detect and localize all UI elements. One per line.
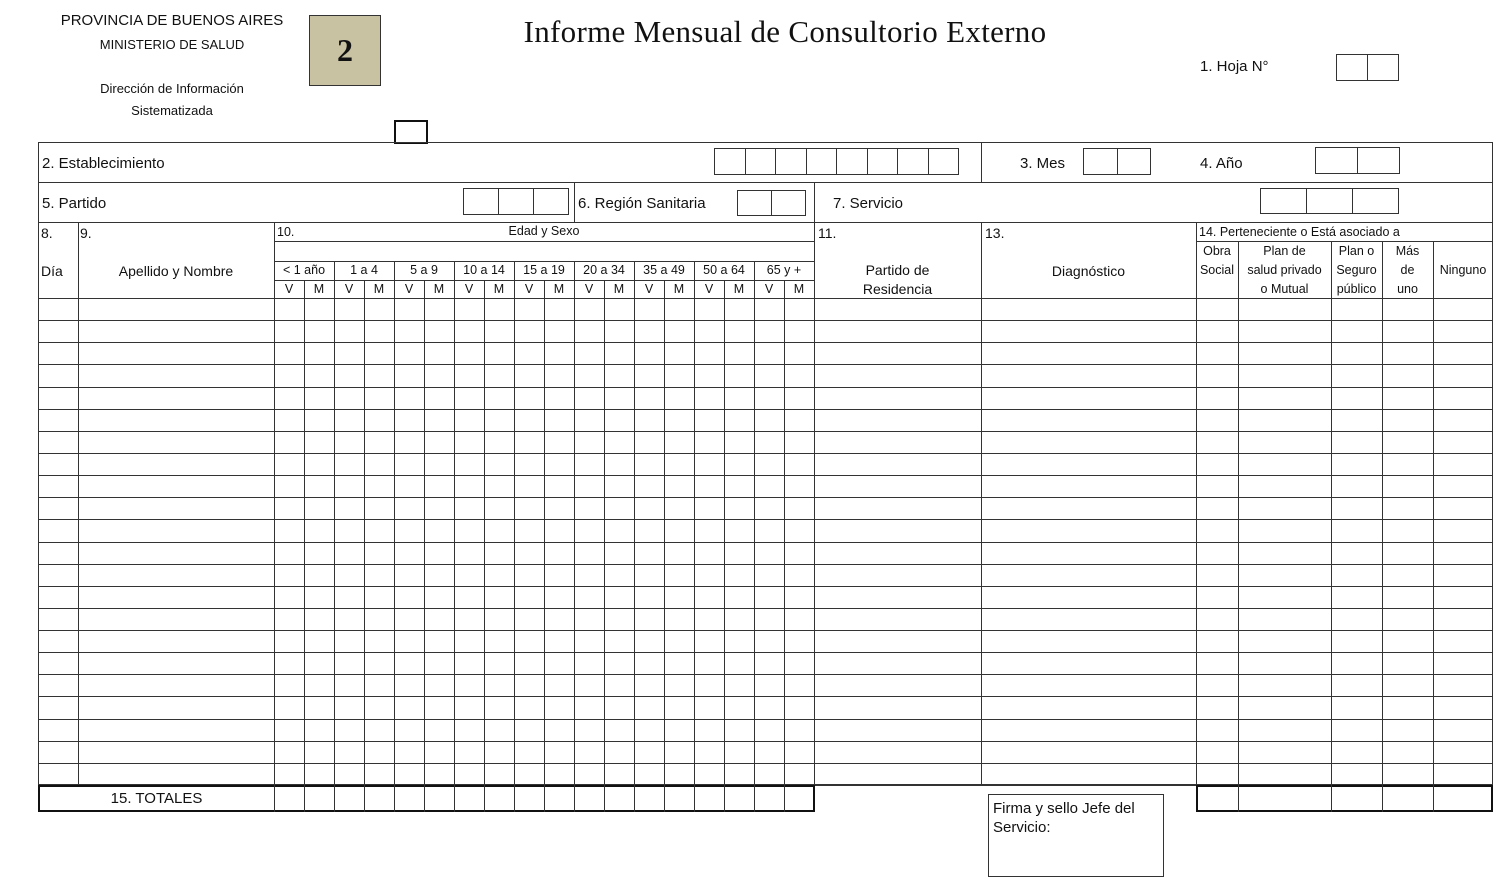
col-seguro-line2: Seguro (1336, 263, 1377, 277)
age-group-label: 15 a 19 (523, 263, 565, 277)
col-seguro-line1: Plan o (1338, 244, 1375, 258)
header-checkbox[interactable] (394, 120, 428, 144)
grid-line (274, 222, 275, 785)
totals-cell-divider (454, 785, 455, 812)
anio-input[interactable] (1315, 147, 1400, 174)
partido-label: 5. Partido (42, 195, 107, 212)
col-partido-line2: Residencia (862, 281, 933, 297)
col-mas-line1: Más (1395, 244, 1420, 258)
totals-cell-divider (334, 785, 335, 812)
region-input[interactable] (737, 190, 806, 216)
totals-cell-divider (394, 785, 395, 812)
col-ninguno-header: Ninguno (1439, 263, 1487, 277)
col-pert-header: 14. Perteneciente o Está asociado a (1199, 225, 1400, 239)
col-diag-number: 13. (985, 225, 1005, 241)
age-group-label: 20 a 34 (583, 263, 625, 277)
grid-line (1196, 222, 1197, 785)
grid-line (334, 261, 335, 785)
header-bottom-line (38, 298, 1493, 299)
totals-cell-divider (604, 785, 605, 812)
col-plan-line2: salud privado (1247, 263, 1322, 277)
table-row (38, 497, 1493, 498)
grid-line (814, 222, 815, 785)
table-row (38, 431, 1493, 432)
table-row (38, 387, 1493, 388)
col-nombre-header: Apellido y Nombre (118, 263, 234, 279)
region-label: 6. Región Sanitaria (578, 195, 706, 212)
partido-input[interactable] (463, 188, 569, 215)
sex-v-label: V (284, 282, 294, 296)
province-name: PROVINCIA DE BUENOS AIRES (60, 12, 284, 29)
table-row (38, 342, 1493, 343)
grid-line (424, 280, 425, 785)
table-row (38, 519, 1493, 520)
age-group-label: 5 a 9 (410, 263, 438, 277)
direction-line2: Sistematizada (131, 103, 213, 118)
totals-cell-divider (544, 785, 545, 812)
grid-line (754, 261, 755, 785)
mes-label: 3. Mes (1020, 155, 1066, 172)
col-obra-line2: Social (1199, 263, 1235, 277)
age-group-label: 50 a 64 (703, 263, 745, 277)
table-row (38, 586, 1493, 587)
totals-cell-divider (1382, 785, 1383, 812)
grid-line (364, 280, 365, 785)
col-plan-line3: o Mutual (1260, 282, 1309, 296)
signature-box[interactable]: Firma y sello Jefe del Servicio: (988, 794, 1164, 877)
sex-m-label: M (433, 282, 445, 296)
sex-v-label: V (584, 282, 594, 296)
grid-line (981, 222, 982, 785)
sex-m-label: M (613, 282, 625, 296)
totals-cell-divider (1331, 785, 1332, 812)
table-row (38, 763, 1493, 764)
table-row (38, 630, 1493, 631)
establecimiento-input[interactable] (714, 148, 959, 175)
col-obra-line1: Obra (1203, 244, 1231, 258)
grid-line (1196, 241, 1493, 242)
sex-m-label: M (673, 282, 685, 296)
sex-m-label: M (553, 282, 565, 296)
grid-line (274, 261, 814, 262)
grid-line (544, 280, 545, 785)
table-row (38, 564, 1493, 565)
age-group-label: 10 a 14 (463, 263, 505, 277)
sex-v-label: V (524, 282, 534, 296)
totals-cell-divider (364, 785, 365, 812)
establecimiento-label: 2. Establecimiento (42, 155, 165, 172)
totals-divider (274, 785, 275, 812)
age-group-label: 35 a 49 (643, 263, 685, 277)
table-row (38, 409, 1493, 410)
grid-line (304, 280, 305, 785)
sex-m-label: M (493, 282, 505, 296)
grid-line (1433, 241, 1434, 785)
col-dia-header: Día (41, 263, 63, 279)
grid-line (394, 261, 395, 785)
totals-cell-divider (784, 785, 785, 812)
totals-cell-divider (574, 785, 575, 812)
table-row (38, 674, 1493, 675)
col-mas-line3: uno (1397, 282, 1418, 296)
totals-cell-divider (514, 785, 515, 812)
sex-m-label: M (793, 282, 805, 296)
grid-line (1382, 241, 1383, 785)
table-row (38, 364, 1493, 365)
col-edad-number: 10. (277, 225, 295, 239)
totals-cell-divider (1433, 785, 1434, 812)
col-seguro-line3: público (1336, 282, 1377, 296)
table-row (38, 719, 1493, 720)
col-dia-number: 8. (41, 225, 53, 241)
sex-v-label: V (764, 282, 774, 296)
grid-line (694, 261, 695, 785)
table-row (38, 741, 1493, 742)
totals-affiliation-row (1196, 785, 1493, 812)
col-partido-line1: Partido de (865, 262, 930, 278)
grid-line (1238, 241, 1239, 785)
totals-cell-divider (664, 785, 665, 812)
grid-line (78, 222, 79, 785)
grid-line (724, 280, 725, 785)
col-edad-header: Edad y Sexo (508, 224, 580, 238)
sheet-number-label: 1. Hoja N° (1200, 58, 1269, 75)
sex-v-label: V (644, 282, 654, 296)
age-group-label: 1 a 4 (350, 263, 378, 277)
grid-line (274, 280, 814, 281)
ministry-name: MINISTERIO DE SALUD (99, 37, 245, 52)
form-number-badge: 2 (309, 15, 381, 86)
grid-line (274, 241, 814, 242)
grid-line (634, 261, 635, 785)
anio-label: 4. Año (1200, 155, 1243, 172)
grid-line (784, 280, 785, 785)
direction-line1: Dirección de Información (100, 81, 244, 96)
totals-cell-divider (424, 785, 425, 812)
sex-v-label: V (404, 282, 414, 296)
servicio-input[interactable] (1260, 188, 1399, 214)
grid-line (574, 261, 575, 785)
table-row (38, 608, 1493, 609)
col-nombre-number: 9. (80, 225, 92, 241)
sex-v-label: V (344, 282, 354, 296)
table-row (38, 652, 1493, 653)
totals-cell-divider (724, 785, 725, 812)
sex-v-label: V (704, 282, 714, 296)
col-mas-line2: de (1400, 263, 1415, 277)
table-row (38, 542, 1493, 543)
mes-input[interactable] (1083, 148, 1151, 175)
grid-line (604, 280, 605, 785)
totals-label: 15. TOTALES (110, 790, 203, 807)
page-title: Informe Mensual de Consultorio Externo (523, 14, 1047, 49)
grid-line (664, 280, 665, 785)
grid-line (514, 261, 515, 785)
table-row (38, 320, 1493, 321)
table-row (38, 696, 1493, 697)
totals-cell-divider (754, 785, 755, 812)
col-partido-number: 11. (818, 225, 837, 241)
age-group-label: 65 y + (766, 263, 802, 277)
register-table (38, 222, 1493, 785)
totals-cell-divider (1238, 785, 1239, 812)
sheet-number-input[interactable] (1336, 54, 1399, 81)
grid-line (1331, 241, 1332, 785)
col-plan-line1: Plan de (1263, 244, 1306, 258)
table-row (38, 475, 1493, 476)
sex-v-label: V (464, 282, 474, 296)
sex-m-label: M (373, 282, 385, 296)
totals-cell-divider (634, 785, 635, 812)
col-diag-header: Diagnóstico (1051, 263, 1126, 279)
table-row (38, 453, 1493, 454)
totals-cell-divider (484, 785, 485, 812)
grid-line (454, 261, 455, 785)
sex-m-label: M (733, 282, 745, 296)
totals-cell-divider (694, 785, 695, 812)
sex-m-label: M (313, 282, 325, 296)
servicio-label: 7. Servicio (833, 195, 904, 212)
totals-cell-divider (304, 785, 305, 812)
age-group-label: < 1 año (282, 263, 326, 277)
grid-line (484, 280, 485, 785)
